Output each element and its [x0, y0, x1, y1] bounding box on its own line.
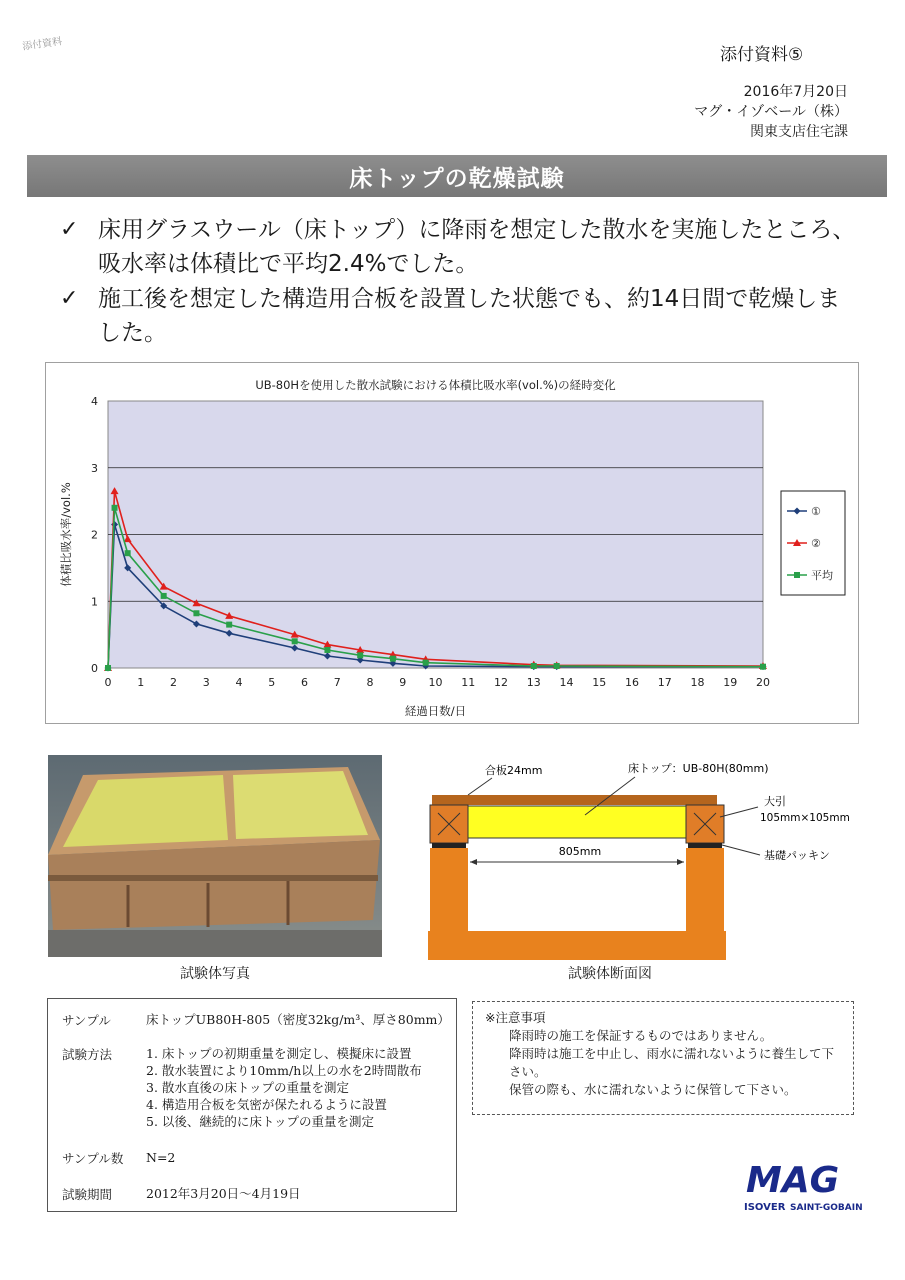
- x-tick-label: 0: [104, 676, 112, 689]
- y-tick-label: 2: [91, 528, 98, 542]
- bullet-text: 床用グラスウール（床トップ）に降雨を想定した散水を実施したところ、吸水率は体積比で平均2.4%でした。: [98, 217, 856, 277]
- packing-left: [432, 843, 466, 848]
- data-point: [324, 647, 330, 653]
- x-tick-label: 14: [559, 676, 574, 689]
- data-point: [554, 663, 560, 669]
- data-point: [226, 622, 232, 628]
- method-step: 1. 床トップの初期重量を測定し、模擬床に設置: [146, 1046, 412, 1061]
- x-tick-label: 18: [690, 676, 705, 689]
- test-info-box: [47, 998, 457, 1212]
- margin-scribble: 添付資料: [21, 36, 63, 53]
- sample-label: サンプル: [62, 1013, 111, 1028]
- foundation-left: [430, 848, 468, 933]
- data-point: [390, 656, 396, 662]
- method-step: 2. 散水装置により10mm/h以上の水を2時間散布: [146, 1063, 422, 1078]
- note-line: 保管の際も、水に濡れないように保管して下さい。: [509, 1082, 797, 1097]
- document-date: 2016年7月20日: [743, 84, 848, 100]
- specimen-photo-image: [48, 755, 382, 957]
- notes-title: ※注意事項: [485, 1010, 546, 1025]
- period-value: 2012年3月20日～4月19日: [146, 1186, 301, 1201]
- specimen-photo: [48, 755, 382, 957]
- x-tick-label: 3: [202, 676, 210, 689]
- mag-isover-logo: [740, 1158, 862, 1218]
- x-tick-label: 17: [657, 676, 672, 689]
- header-info: [694, 82, 848, 142]
- data-point: [193, 610, 199, 616]
- x-tick-label: 12: [494, 676, 508, 689]
- x-tick-label: 10: [428, 676, 443, 689]
- data-point: [357, 652, 363, 658]
- note-line: 降雨時は施工を中止し、雨水に濡れないように養生して下さい。: [509, 1046, 835, 1079]
- y-tick-label: 0: [91, 662, 98, 675]
- logo-main-text: MAG: [746, 1160, 840, 1201]
- data-point: [760, 664, 766, 670]
- plywood-label: 合板24mm: [485, 764, 543, 777]
- foundation-base: [428, 931, 726, 960]
- x-tick-label: 15: [592, 676, 607, 689]
- packing-right: [688, 843, 722, 848]
- x-tick-label: 13: [526, 676, 541, 689]
- count-value: N=2: [146, 1150, 176, 1165]
- plywood-board: [432, 795, 717, 805]
- chart-frame: [45, 362, 859, 724]
- x-tick-label: 16: [625, 676, 639, 689]
- sample-value: 床トップUB80H-805（密度32kg/m³、厚さ80mm）: [146, 1012, 450, 1027]
- method-step: 5. 以後、継続的に床トップの重量を測定: [146, 1114, 375, 1129]
- method-label: 試験方法: [62, 1047, 113, 1062]
- check-icon: ✓: [60, 217, 79, 242]
- data-point: [125, 550, 131, 556]
- x-tick-label: 6: [301, 676, 308, 689]
- legend-label: ②: [811, 537, 821, 550]
- company-name: マグ・イゾベール（株）: [694, 104, 848, 120]
- logo-saint-gobain-text: SAINT-GOBAIN: [790, 1203, 862, 1213]
- data-point: [105, 665, 111, 671]
- bullet-text: 施工後を想定した構造用合板を設置した状態でも、約14日間で乾燥しました。: [98, 286, 841, 346]
- method-step: 3. 散水直後の床トップの重量を測定: [146, 1080, 350, 1095]
- sample-row: [62, 1011, 450, 1029]
- photo-caption: 試験体写真: [180, 966, 250, 982]
- x-tick-label: 9: [399, 676, 407, 689]
- method-row: [62, 1045, 422, 1130]
- chart-title: UB-80Hを使用した散水試験における体積比吸水率(vol.%)の経時変化: [255, 378, 616, 392]
- x-tick-label: 7: [333, 676, 341, 689]
- cross-section-drawing: [420, 755, 870, 960]
- insulation-label: 床トップ：UB-80H(80mm): [628, 762, 769, 775]
- note-line: 降雨時の施工を保証するものではありません。: [509, 1028, 773, 1043]
- diagram-caption: 試験体断面図: [568, 966, 652, 982]
- x-tick-label: 1: [137, 676, 145, 689]
- insulation-ub80h: [468, 806, 686, 838]
- legend-label: 平均: [811, 569, 833, 582]
- logo-isover-text: ISOVER: [744, 1202, 786, 1213]
- count-row: [62, 1149, 175, 1167]
- x-tick-label: 4: [235, 676, 243, 689]
- beam-label: 大引: [764, 795, 786, 808]
- y-tick-label: 1: [91, 595, 98, 609]
- data-point: [112, 505, 118, 511]
- x-tick-label: 5: [268, 676, 276, 689]
- period-label: 試験期間: [62, 1187, 113, 1202]
- notes-box: [472, 1001, 854, 1115]
- legend-marker: [794, 572, 800, 578]
- data-point: [161, 593, 167, 599]
- count-label: サンプル数: [62, 1151, 124, 1166]
- page-title: 床トップの乾燥試験: [27, 155, 887, 197]
- department-name: 関東支店住宅課: [750, 124, 848, 140]
- beam-size-label: 105mm×105mm: [760, 812, 850, 824]
- method-step: 4. 構造用合板を気密が保たれるように設置: [146, 1097, 387, 1112]
- y-tick-label: 3: [91, 461, 98, 475]
- x-tick-label: 19: [723, 676, 738, 689]
- bullet-item: [60, 282, 860, 350]
- span-label: 805mm: [558, 845, 602, 858]
- logo-graphic: [740, 1158, 862, 1218]
- foundation-right: [686, 848, 724, 933]
- period-row: [62, 1185, 301, 1203]
- packing-label: 基礎パッキン: [764, 849, 830, 862]
- check-icon: ✓: [60, 286, 79, 311]
- data-point: [292, 638, 298, 644]
- data-point: [423, 660, 429, 666]
- cross-section-diagram: [420, 755, 870, 960]
- x-tick-label: 20: [756, 676, 770, 689]
- x-tick-label: 8: [366, 676, 374, 689]
- y-tick-label: 4: [91, 395, 98, 408]
- water-absorption-chart: [46, 363, 858, 723]
- data-point: [531, 663, 537, 669]
- attachment-label: 添付資料⑤: [720, 45, 804, 65]
- x-axis-label: 経過日数/日: [404, 704, 467, 718]
- bullet-item: [60, 213, 860, 281]
- x-tick-label: 2: [170, 676, 177, 689]
- legend-label: ①: [811, 505, 821, 518]
- y-axis-label: 体積比吸水率/vol.%: [59, 482, 73, 587]
- x-tick-label: 11: [461, 676, 476, 689]
